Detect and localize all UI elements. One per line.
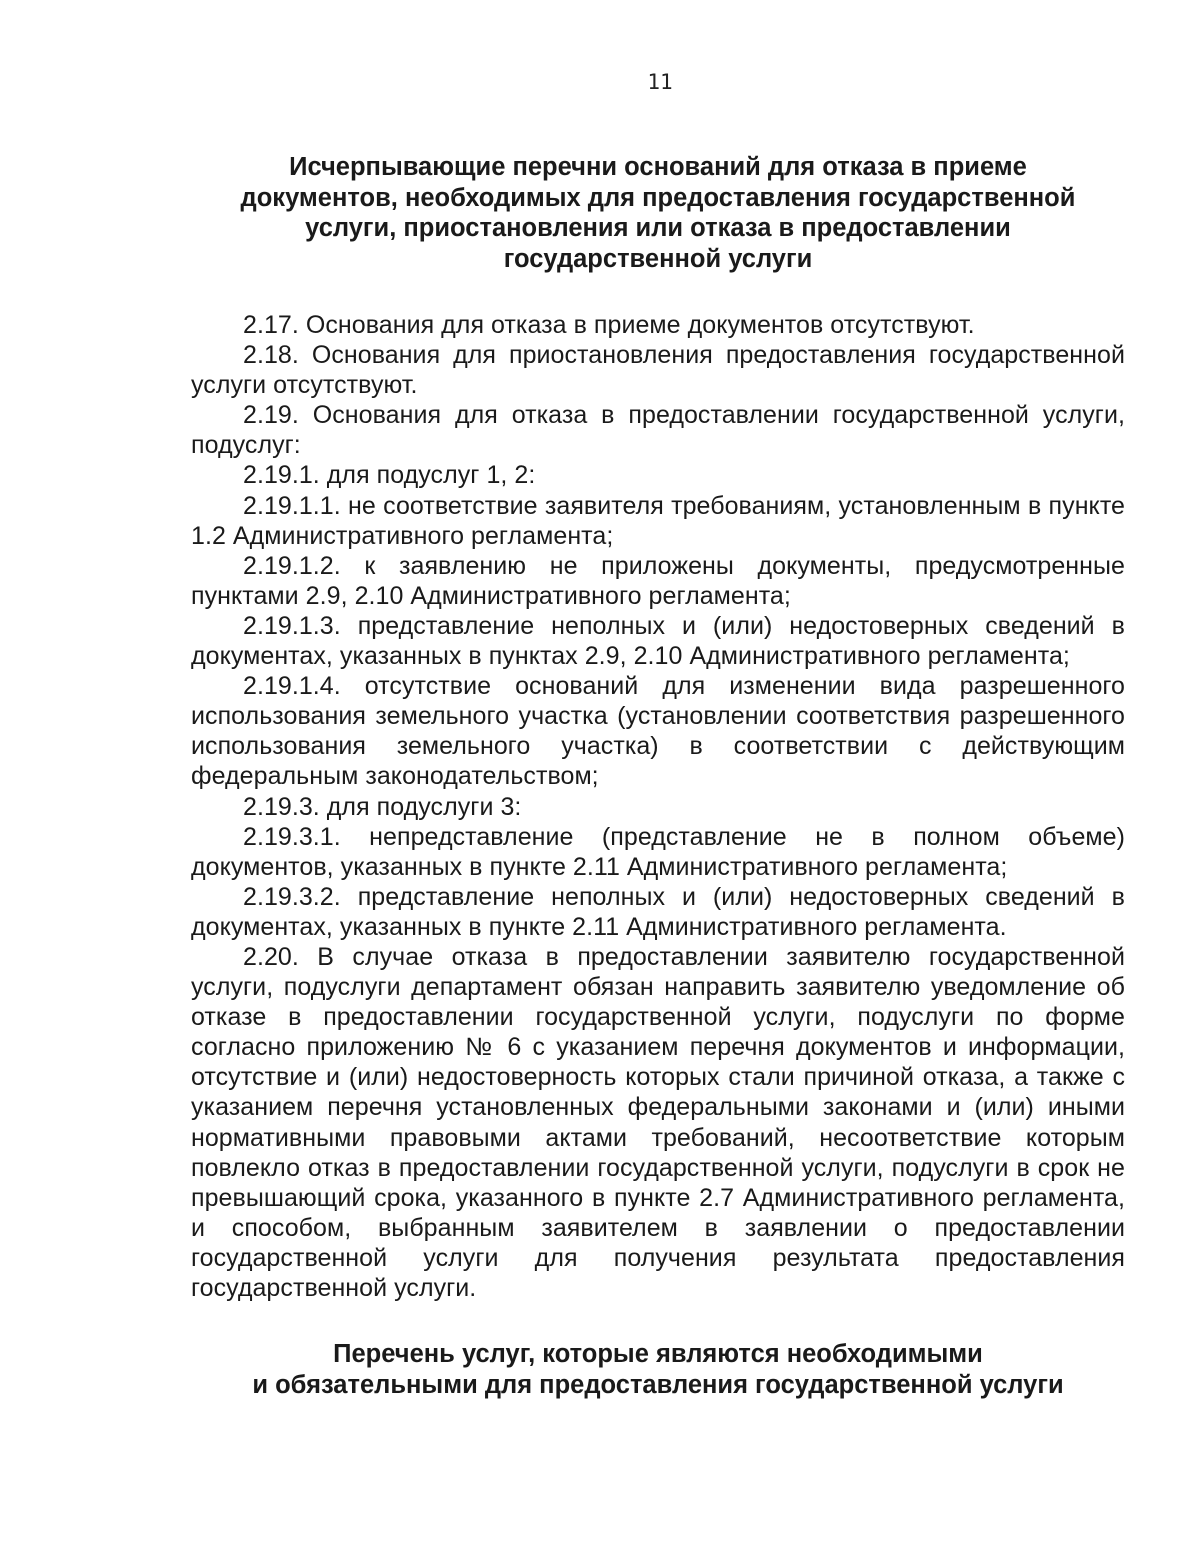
- page-number: 11: [647, 70, 673, 94]
- body-text: [191, 310, 1125, 1303]
- paragraph-2-19: 2.19. Основания для отказа в предоставлении государственной услуги, подуслуг:: [191, 401, 1125, 460]
- heading-line: Исчерпывающие перечни оснований для отказа в приеме: [289, 153, 1027, 181]
- paragraph-2-19-1-3: 2.19.1.3. представление неполных и (или) недостоверных сведений в документах, указанных в пунктах 2.9, 2.10 Административного регламента;: [191, 611, 1125, 671]
- heading-line: услуги, приостановления или отказа в предоставлении: [305, 214, 1011, 242]
- heading-line: и обязательными для предоставления государственной услуги: [252, 1370, 1064, 1399]
- paragraph-2-19-3-2: 2.19.3.2. представление неполных и (или) недостоверных сведений в документах, указанных в пункте 2.11 Административного регламента.: [191, 882, 1125, 941]
- paragraph-2-17: 2.17. Основания для отказа в приеме документов отсутствуют.: [243, 311, 975, 339]
- paragraph-2-20: 2.20. В случае отказа в предоставлении заявителю государственной услуги, подуслуги департамент обязан направить заявителю уведомление об отказе в предоставлении государственной услуги, подуслуги по форме согласно приложению № 6 с указанием перечня документов и информации, отсутствие и (или) недостоверность которых стали причиной отказа, а также с указанием перечня установленных федеральными законами и (или) иными нормативными правовыми актами требований, несоответствие которым повлекло отказ в предоставлении государственной услуги, подуслуги в срок не превышающий срока, указанного в пункте 2.7 Административного регламента, и способом, выбранным заявителем в заявлении о предоставлении государственной услуги для получения результата предоставления государственной услуги.: [191, 942, 1125, 1302]
- paragraph-2-19-1-4: 2.19.1.4. отсутствие оснований для изменении вида разрешенного использования земельного участка (установлении соответствия разрешенного использования земельного участка) в соответствии с действующим федеральным законодательством;: [191, 672, 1125, 791]
- paragraph-2-19-3-1: 2.19.3.1. непредставление (представление не в полном объеме) документов, указанных в пункте 2.11 Административного регламента;: [191, 822, 1125, 881]
- paragraph-2-19-1-2: 2.19.1.2. к заявлению не приложены документы, предусмотренные пунктами 2.9, 2.10 Административного регламента;: [191, 551, 1125, 610]
- paragraph-2-18: 2.18. Основания для приостановления предоставления государственной услуги отсутствуют.: [191, 341, 1125, 400]
- heading-line: государственной услуги: [503, 244, 813, 273]
- document-content: [191, 152, 1125, 1400]
- paragraph-2-19-1-1: 2.19.1.1. не соответствие заявителя требованиям, установленным в пункте 1.2 Административного регламента;: [191, 491, 1125, 550]
- heading-line: документов, необходимых для предоставления государственной: [240, 183, 1076, 212]
- paragraph-2-19-3: 2.19.3. для подуслуги 3:: [243, 792, 522, 821]
- section-heading-refusal-grounds: [191, 152, 1125, 274]
- heading-line: Перечень услуг, которые являются необходимыми: [333, 1340, 983, 1369]
- section-heading-required-services: [191, 1339, 1125, 1400]
- paragraph-2-19-1: 2.19.1. для подуслуг 1, 2:: [243, 461, 536, 490]
